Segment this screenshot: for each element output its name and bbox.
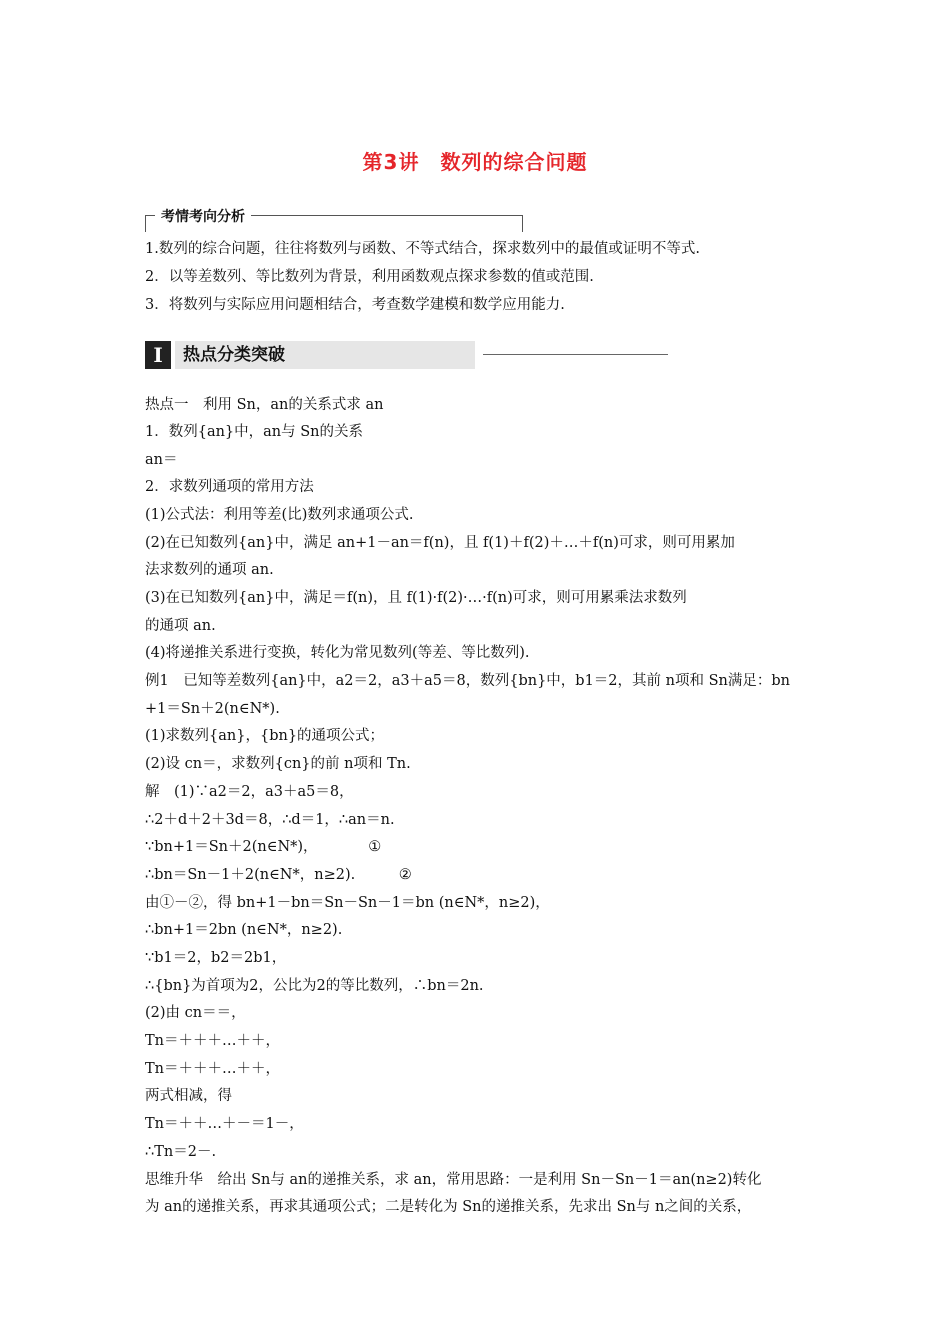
text-line: ∴bn+1＝2bn (n∈N*，n≥2). xyxy=(145,922,343,938)
text-line: 解 (1)∵a2＝2，a3＋a5＝8， xyxy=(145,784,354,800)
text-line: 两式相减，得 xyxy=(145,1088,232,1104)
text-line: 思维升华 给出 Sn与 an的递推关系，求 an，常用思路：一是利用 Sn－Sn－1＝an(n≥2)转化 xyxy=(145,1172,762,1188)
text-line: 的通项 an. xyxy=(145,618,216,634)
analysis-item: 2．以等差数列、等比数列为背景，利用函数观点探求参数的值或范围. xyxy=(145,269,594,285)
text-line: Tn＝＋＋＋…＋＋， xyxy=(145,1061,281,1077)
section-numeral: I xyxy=(145,341,171,369)
text-line: 为 an的递推关系，再求其通项公式；二是转化为 Sn的递推关系，先求出 Sn与 n之间的关系， xyxy=(145,1199,752,1215)
analysis-heading-box xyxy=(145,206,523,232)
text-line: (4)将递推关系进行变换，转化为常见数列(等差、等比数列). xyxy=(145,645,530,661)
text-line: ∴2＋d＋2＋3d＝8，∴d＝1，∴an＝n. xyxy=(145,812,395,828)
text-line: ∴Tn＝2－. xyxy=(145,1144,217,1160)
text-line: Tn＝＋＋…＋－＝1－， xyxy=(145,1116,304,1132)
analysis-item: 1.数列的综合问题，往往将数列与函数、不等式结合，探求数列中的最值或证明不等式. xyxy=(145,241,700,257)
text-line: ∵bn+1＝Sn＋2(n∈N*)， ① xyxy=(145,839,382,855)
text-line: ∴{bn}为首项为2，公比为2的等比数列，∴bn＝2n. xyxy=(145,978,484,994)
analysis-item: 3．将数列与实际应用问题相结合，考查数学建模和数学应用能力. xyxy=(145,297,565,313)
text-line: (2)在已知数列{an}中，满足 an+1－an＝f(n)，且 f(1)＋f(2)＋…＋f(n)可求，则可用累加 xyxy=(145,535,735,551)
text-line: 法求数列的通项 an. xyxy=(145,562,274,578)
text-line: (1)求数列{an}，{bn}的通项公式； xyxy=(145,728,385,744)
text-line: 2．求数列通项的常用方法 xyxy=(145,479,314,495)
analysis-heading: 考情考向分析 xyxy=(155,206,251,226)
text-line: ∵b1＝2，b2＝2b1， xyxy=(145,950,287,966)
text-line: (1)公式法：利用等差(比)数列求通项公式. xyxy=(145,507,414,523)
text-line: (2)由 cn＝＝， xyxy=(145,1005,246,1021)
text-line: an＝ xyxy=(145,452,178,468)
text-line: (2)设 cn＝，求数列{cn}的前 n项和 Tn. xyxy=(145,756,411,772)
text-line: 1．数列{an}中，an与 Sn的关系 xyxy=(145,424,364,440)
section-title: 热点分类突破 xyxy=(175,341,475,369)
page-title: 第3讲 数列的综合问题 xyxy=(362,150,588,174)
text-line: 由①－②，得 bn+1－bn＝Sn－Sn－1＝bn (n∈N*，n≥2)， xyxy=(145,895,550,911)
text-line: ∴bn＝Sn－1＋2(n∈N*，n≥2). ② xyxy=(145,867,412,883)
text-line: Tn＝＋＋＋…＋＋， xyxy=(145,1033,281,1049)
text-line: 热点一 利用 Sn，an的关系式求 an xyxy=(145,397,384,413)
text-line: 例1 已知等差数列{an}中，a2＝2，a3＋a5＝8，数列{bn}中，b1＝2，其前 n项和 Sn满足：bn xyxy=(145,673,790,689)
section-rule xyxy=(483,354,668,355)
text-line: (3)在已知数列{an}中，满足＝f(n)，且 f(1)·f(2)·…·f(n)可求，则可用累乘法求数列 xyxy=(145,590,687,606)
text-line: +1＝Sn＋2(n∈N*). xyxy=(145,701,280,717)
